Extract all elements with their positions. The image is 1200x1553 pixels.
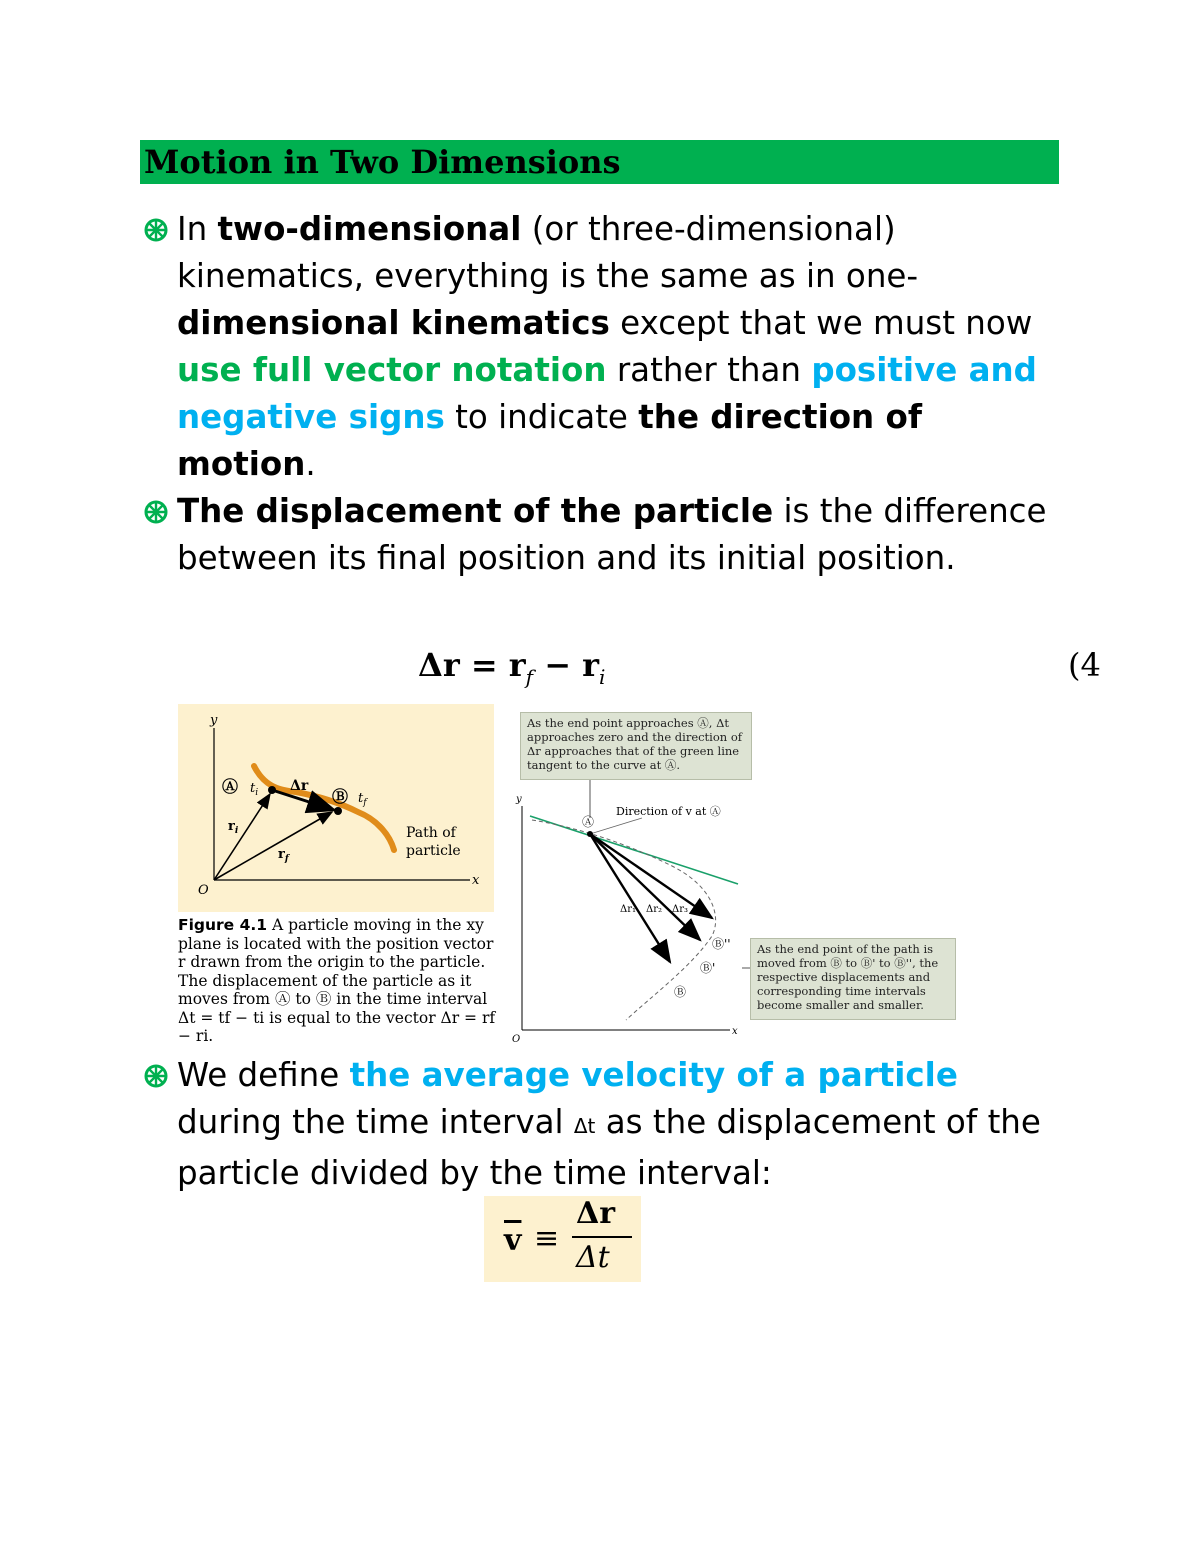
origin-label: O: [198, 883, 209, 898]
point-b2-label: Ⓑ'': [712, 937, 731, 951]
x-label: x: [732, 1026, 738, 1037]
ri-vector: [214, 794, 270, 880]
average-velocity-equation: [484, 1196, 641, 1282]
dr1-label: Δr₁: [620, 904, 637, 915]
point-a-dot: [268, 786, 276, 794]
point-b1-label: Ⓑ': [700, 961, 716, 975]
svg-text:tf: $t_f$: [358, 791, 367, 808]
dashed-path: [532, 820, 716, 1020]
bullet-2-text: The displacement of the particle is the difference between its final position and its initial position.: [177, 492, 1047, 577]
point-b-label: Ⓑ: [332, 787, 349, 806]
point-b-label: Ⓑ: [674, 985, 687, 999]
point-a-label: Ⓐ: [582, 815, 595, 829]
x-axis-label: x: [472, 873, 480, 888]
svg-text:rf: $r_f$: [278, 847, 289, 864]
point-a-label: Ⓐ: [222, 777, 239, 796]
dr2-label: Δr₂: [646, 904, 663, 915]
bullet-icon: [144, 500, 168, 524]
bullet-icon: [144, 218, 168, 242]
delta-r-label: Δr: [290, 778, 309, 794]
displacement-equation: $\Delta r = r_f - r_i$: [418, 646, 606, 689]
denominator: Δt: [576, 1240, 610, 1275]
direction-pointer: [590, 818, 642, 834]
figure-4-1-caption: Figure 4.1 A particle moving in the xy plane is located with the position vector r drawn from the origin to the particle. The displacement of the particle as it moves from Ⓐ to Ⓑ in the time interval Δt = tf − ti is equal to the vector Δr = rf − ri.: [178, 916, 496, 1045]
v-bar: $\overline{v}$: [504, 1223, 522, 1258]
point-b-dot: [334, 807, 342, 815]
callout-tangent: As the end point approaches Ⓐ, Δt approaches zero and the direction of Δr approaches that of the green line tangent to the curve at Ⓐ.: [520, 712, 752, 780]
velocity-direction-figure: [512, 706, 962, 1045]
svg-text:ti: $t_i$: [250, 781, 259, 798]
dr3-label: Δr₃: [672, 904, 689, 915]
y-label: y: [516, 794, 522, 805]
figure-4-1: [178, 704, 494, 912]
path-label-1: Path of: [406, 825, 456, 841]
y-axis-label: y: [210, 713, 218, 728]
point-a-dot: [587, 831, 593, 837]
bullet-1-text: In two-dimensional (or three-dimensional) kinematics, everything is the same as in one-dimensional kinematics except that we must now use full vector notation rather than positive and negative signs to indicate the direction of motion.: [177, 210, 1037, 483]
callout-endpoints: As the end point of the path is moved from Ⓑ to Ⓑ' to Ⓑ'', the respective displacements and corresponding time intervals become smaller and smaller.: [750, 938, 956, 1020]
path-label-2: particle: [406, 843, 461, 859]
figure-4-1-diagram: [178, 704, 494, 912]
fraction-bar: [572, 1236, 632, 1238]
bullet-3-text: We define the average velocity of a particle during the time interval Δt as the displacement of the particle divided by the time interval:: [177, 1056, 1041, 1192]
title-bar: [140, 140, 1059, 184]
page-title: Motion in Two Dimensions: [144, 143, 621, 181]
direction-label: Direction of v at Ⓐ: [616, 805, 721, 818]
equation-number: (4: [1068, 646, 1101, 684]
equiv-sign: ≡: [534, 1221, 560, 1256]
numerator: Δr: [576, 1196, 616, 1231]
svg-text:ri: $r_i$: [228, 819, 239, 836]
velocity-diagram: [512, 706, 962, 1045]
bullet-icon: [144, 1064, 168, 1088]
origin-label: O: [512, 1034, 521, 1045]
